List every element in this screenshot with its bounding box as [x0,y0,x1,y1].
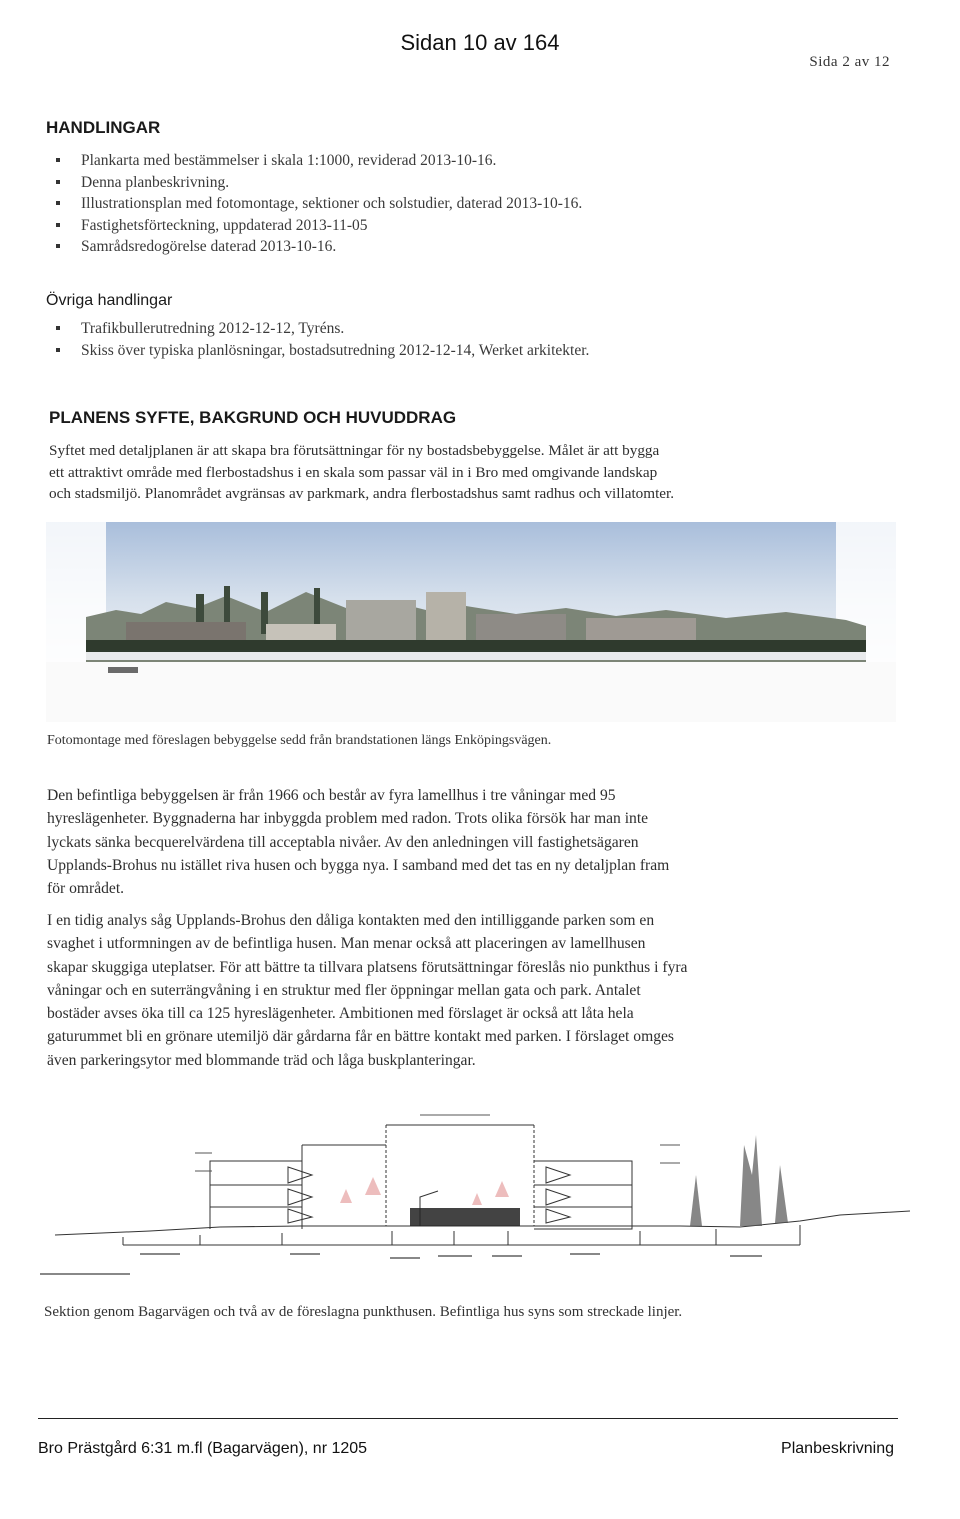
list-item: Denna planbeskrivning. [47,172,582,194]
photomontage-caption: Fotomontage med föreslagen bebyggelse sedd från brandstationen längs Enköpingsvägen. [47,733,552,748]
footer-divider [38,1418,898,1419]
list-item: Trafikbullerutredning 2012-12-12, Tyréns. [47,318,589,340]
body-paragraph-1 [47,784,917,900]
page-number-header: Sidan 10 av 164 [400,30,560,55]
paragraph-line: I en tidig analys såg Upplands-Brohus den dåliga kontakten med den intilliggande parken som en [47,912,655,929]
paragraph-line: lyckats sänka becquerelvärdena till acceptabla nivåer. Av den anledningen vill fastighetsägaren [47,833,639,851]
section-drawing [40,1105,920,1285]
sub-page-number: Sida 2 av 12 [809,54,890,70]
list-item: Illustrationsplan med fotomontage, sektioner och solstudier, daterad 2013-10-16. [47,193,582,215]
paragraph-line: ett attraktivt område med flerbostadshus i en skala som passar väl in i Bro med omgivande landskap [49,463,658,481]
handlingar-list [47,150,582,258]
planens-paragraph [49,440,909,505]
photomontage-image [46,522,896,722]
list-item: Fastighetsförteckning, uppdaterad 2013-11-05 [47,215,582,237]
paragraph-line: våningar och en suterrängvåning i en struktur med fler öppningar mellan gata och park. Antalet [47,981,641,999]
footer-document-type: Planbeskrivning [781,1440,894,1457]
paragraph-line: för området. [47,880,125,898]
paragraph-line: och stadsmiljö. Planområdet avgränsas av parkmark, andra flerbostadshus samt radhus och villatomter. [49,485,675,502]
section-caption: Sektion genom Bagarvägen och två av de föreslagna punkthusen. Befintliga hus syns som streckade linjer. [44,1304,683,1320]
paragraph-line: bostäder avses öka till ca 125 hyreslägenheter. Ambitionen med förslaget är också att låta hela [47,1005,634,1023]
list-item: Skiss över typiska planlösningar, bostadsutredning 2012-12-14, Werket arkitekter. [47,340,589,362]
body-paragraph-2 [47,909,927,1072]
list-item: Samrådsredogörelse daterad 2013-10-16. [47,236,582,258]
paragraph-line: Upplands-Brohus nu istället riva husen och bygga nya. I samband med det tas en ny detaljplan fram [47,856,670,874]
paragraph-line: svaghet i utformningen av de befintliga husen. Man menar också att placeringen av lamellhusen [47,935,646,953]
ovriga-heading: Övriga handlingar [46,292,173,309]
paragraph-line: Syftet med detaljplanen är att skapa bra förutsättningar för ny bostadsbebyggelse. Målet är att bygga [49,442,660,459]
ovriga-list [47,318,589,361]
handlingar-heading: HANDLINGAR [46,118,161,137]
footer-document-title: Bro Prästgård 6:31 m.fl (Bagarvägen), nr 1205 [38,1440,368,1457]
list-item: Plankarta med bestämmelser i skala 1:1000, reviderad 2013-10-16. [47,150,582,172]
paragraph-line: hyreslägenheter. Byggnaderna har inbyggda problem med radon. Trots olika försök har man inte [47,810,649,828]
paragraph-line: även parkeringsytor med blommande träd och låga buskplanteringar. [47,1051,476,1069]
planens-heading: PLANENS SYFTE, BAKGRUND OCH HUVUDDRAG [49,408,457,427]
paragraph-line: Den befintliga bebyggelsen är från 1966 och består av fyra lamellhus i tre våningar med 95 [47,787,616,804]
paragraph-line: gaturummet bli en grönare utemiljö där gårdarna får en bättre kontakt med parken. I förslaget omges [47,1028,674,1046]
paragraph-line: skapar skuggiga uteplatser. För att bättre ta tillvara platsens förutsättningar föreslås nio punkthus i fyra [47,958,688,976]
